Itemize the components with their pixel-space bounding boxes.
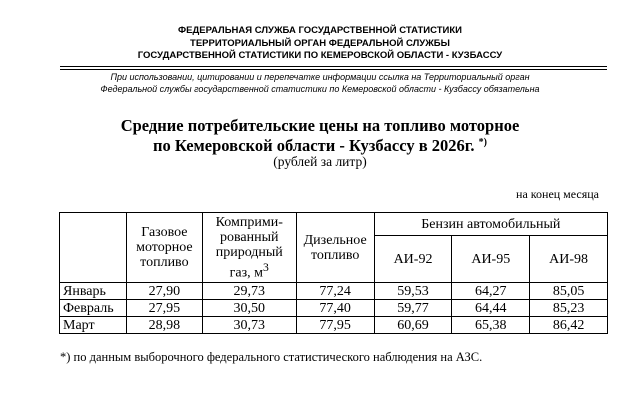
price-cell: 27,90 <box>126 283 202 300</box>
column-header-text: топливо <box>310 247 360 263</box>
price-cell: 59,77 <box>374 300 452 317</box>
corner-cell <box>60 213 127 283</box>
agency-header-line: ГОСУДАРСТВЕННОЙ СТАТИСТИКИ ПО КЕМЕРОВСКОЙ ОБЛАСТИ - КУЗБАССУ <box>137 50 503 61</box>
column-header-cng <box>202 213 296 283</box>
document-title <box>0 116 640 159</box>
agency-header <box>0 25 640 63</box>
column-header-diesel <box>296 213 374 283</box>
agency-header-line: ТЕРРИТОРИАЛЬНЫЙ ОРГАН ФЕДЕРАЛЬНОЙ СЛУЖБЫ <box>190 37 450 49</box>
period-note: на конец месяца <box>516 187 599 201</box>
column-header-text: Газовое <box>141 225 188 240</box>
price-cell: 64,44 <box>452 300 530 317</box>
title-line: Средние потребительские цены на топливо моторное <box>120 116 520 135</box>
column-header-ai92: АИ-92 <box>374 236 452 283</box>
price-cell: 64,27 <box>452 283 530 300</box>
title-line-text: по Кемеровской области - Кузбассу в 2026г. <box>152 136 475 155</box>
price-cell: 60,69 <box>374 317 452 334</box>
column-group-petrol: Бензин автомобильный <box>374 213 607 236</box>
citation-notice-line: Федеральной службы государственной статистики по Кемеровской области - Кузбассу обязательна <box>100 83 540 94</box>
unit-note: (рублей за литр) <box>273 154 367 169</box>
footnote: *) по данным выборочного федерального статистического наблюдения на АЗС. <box>60 350 483 364</box>
price-cell: 77,95 <box>296 317 374 334</box>
price-cell: 30,73 <box>202 317 296 334</box>
column-header-text: топливо <box>140 255 189 270</box>
header-divider <box>60 69 607 70</box>
column-header-gas <box>126 213 202 283</box>
column-header-text <box>206 260 293 281</box>
month-cell: Февраль <box>60 300 127 317</box>
fuel-price-table <box>59 212 608 334</box>
citation-notice <box>0 72 640 95</box>
table-row <box>60 317 608 334</box>
column-header-text: природный <box>215 244 283 260</box>
price-cell: 86,42 <box>530 317 608 334</box>
agency-header-line: ФЕДЕРАЛЬНАЯ СЛУЖБА ГОСУДАРСТВЕННОЙ СТАТИСТИКИ <box>178 25 462 36</box>
price-cell: 85,23 <box>530 300 608 317</box>
price-cell: 30,50 <box>202 300 296 317</box>
table-row <box>60 283 608 300</box>
column-header-unit: газ, м <box>229 265 264 281</box>
price-cell: 28,98 <box>126 317 202 334</box>
header-divider <box>60 66 607 67</box>
column-header-ai95: АИ-95 <box>452 236 530 283</box>
price-cell: 27,95 <box>126 300 202 317</box>
price-cell: 65,38 <box>452 317 530 334</box>
price-cell: 77,40 <box>296 300 374 317</box>
month-cell: Январь <box>60 283 127 300</box>
price-cell: 77,24 <box>296 283 374 300</box>
citation-notice-line: При использовании, цитировании и перепечатке информации ссылка на Территориальный орган <box>110 72 530 82</box>
title-footnote-marker: *) <box>478 137 487 148</box>
price-cell: 59,53 <box>374 283 452 300</box>
price-cell: 29,73 <box>202 283 296 300</box>
month-cell: Март <box>60 317 127 334</box>
unit-superscript: 3 <box>263 260 269 274</box>
column-header-text: моторное <box>136 240 193 255</box>
table-header-row <box>60 213 608 236</box>
price-cell: 85,05 <box>530 283 608 300</box>
column-header-text: Дизельное <box>303 232 367 248</box>
column-header-ai98: АИ-98 <box>530 236 608 283</box>
column-header-text: Комприми- <box>215 214 283 230</box>
column-header-text: рованный <box>219 229 279 245</box>
table-row <box>60 300 608 317</box>
